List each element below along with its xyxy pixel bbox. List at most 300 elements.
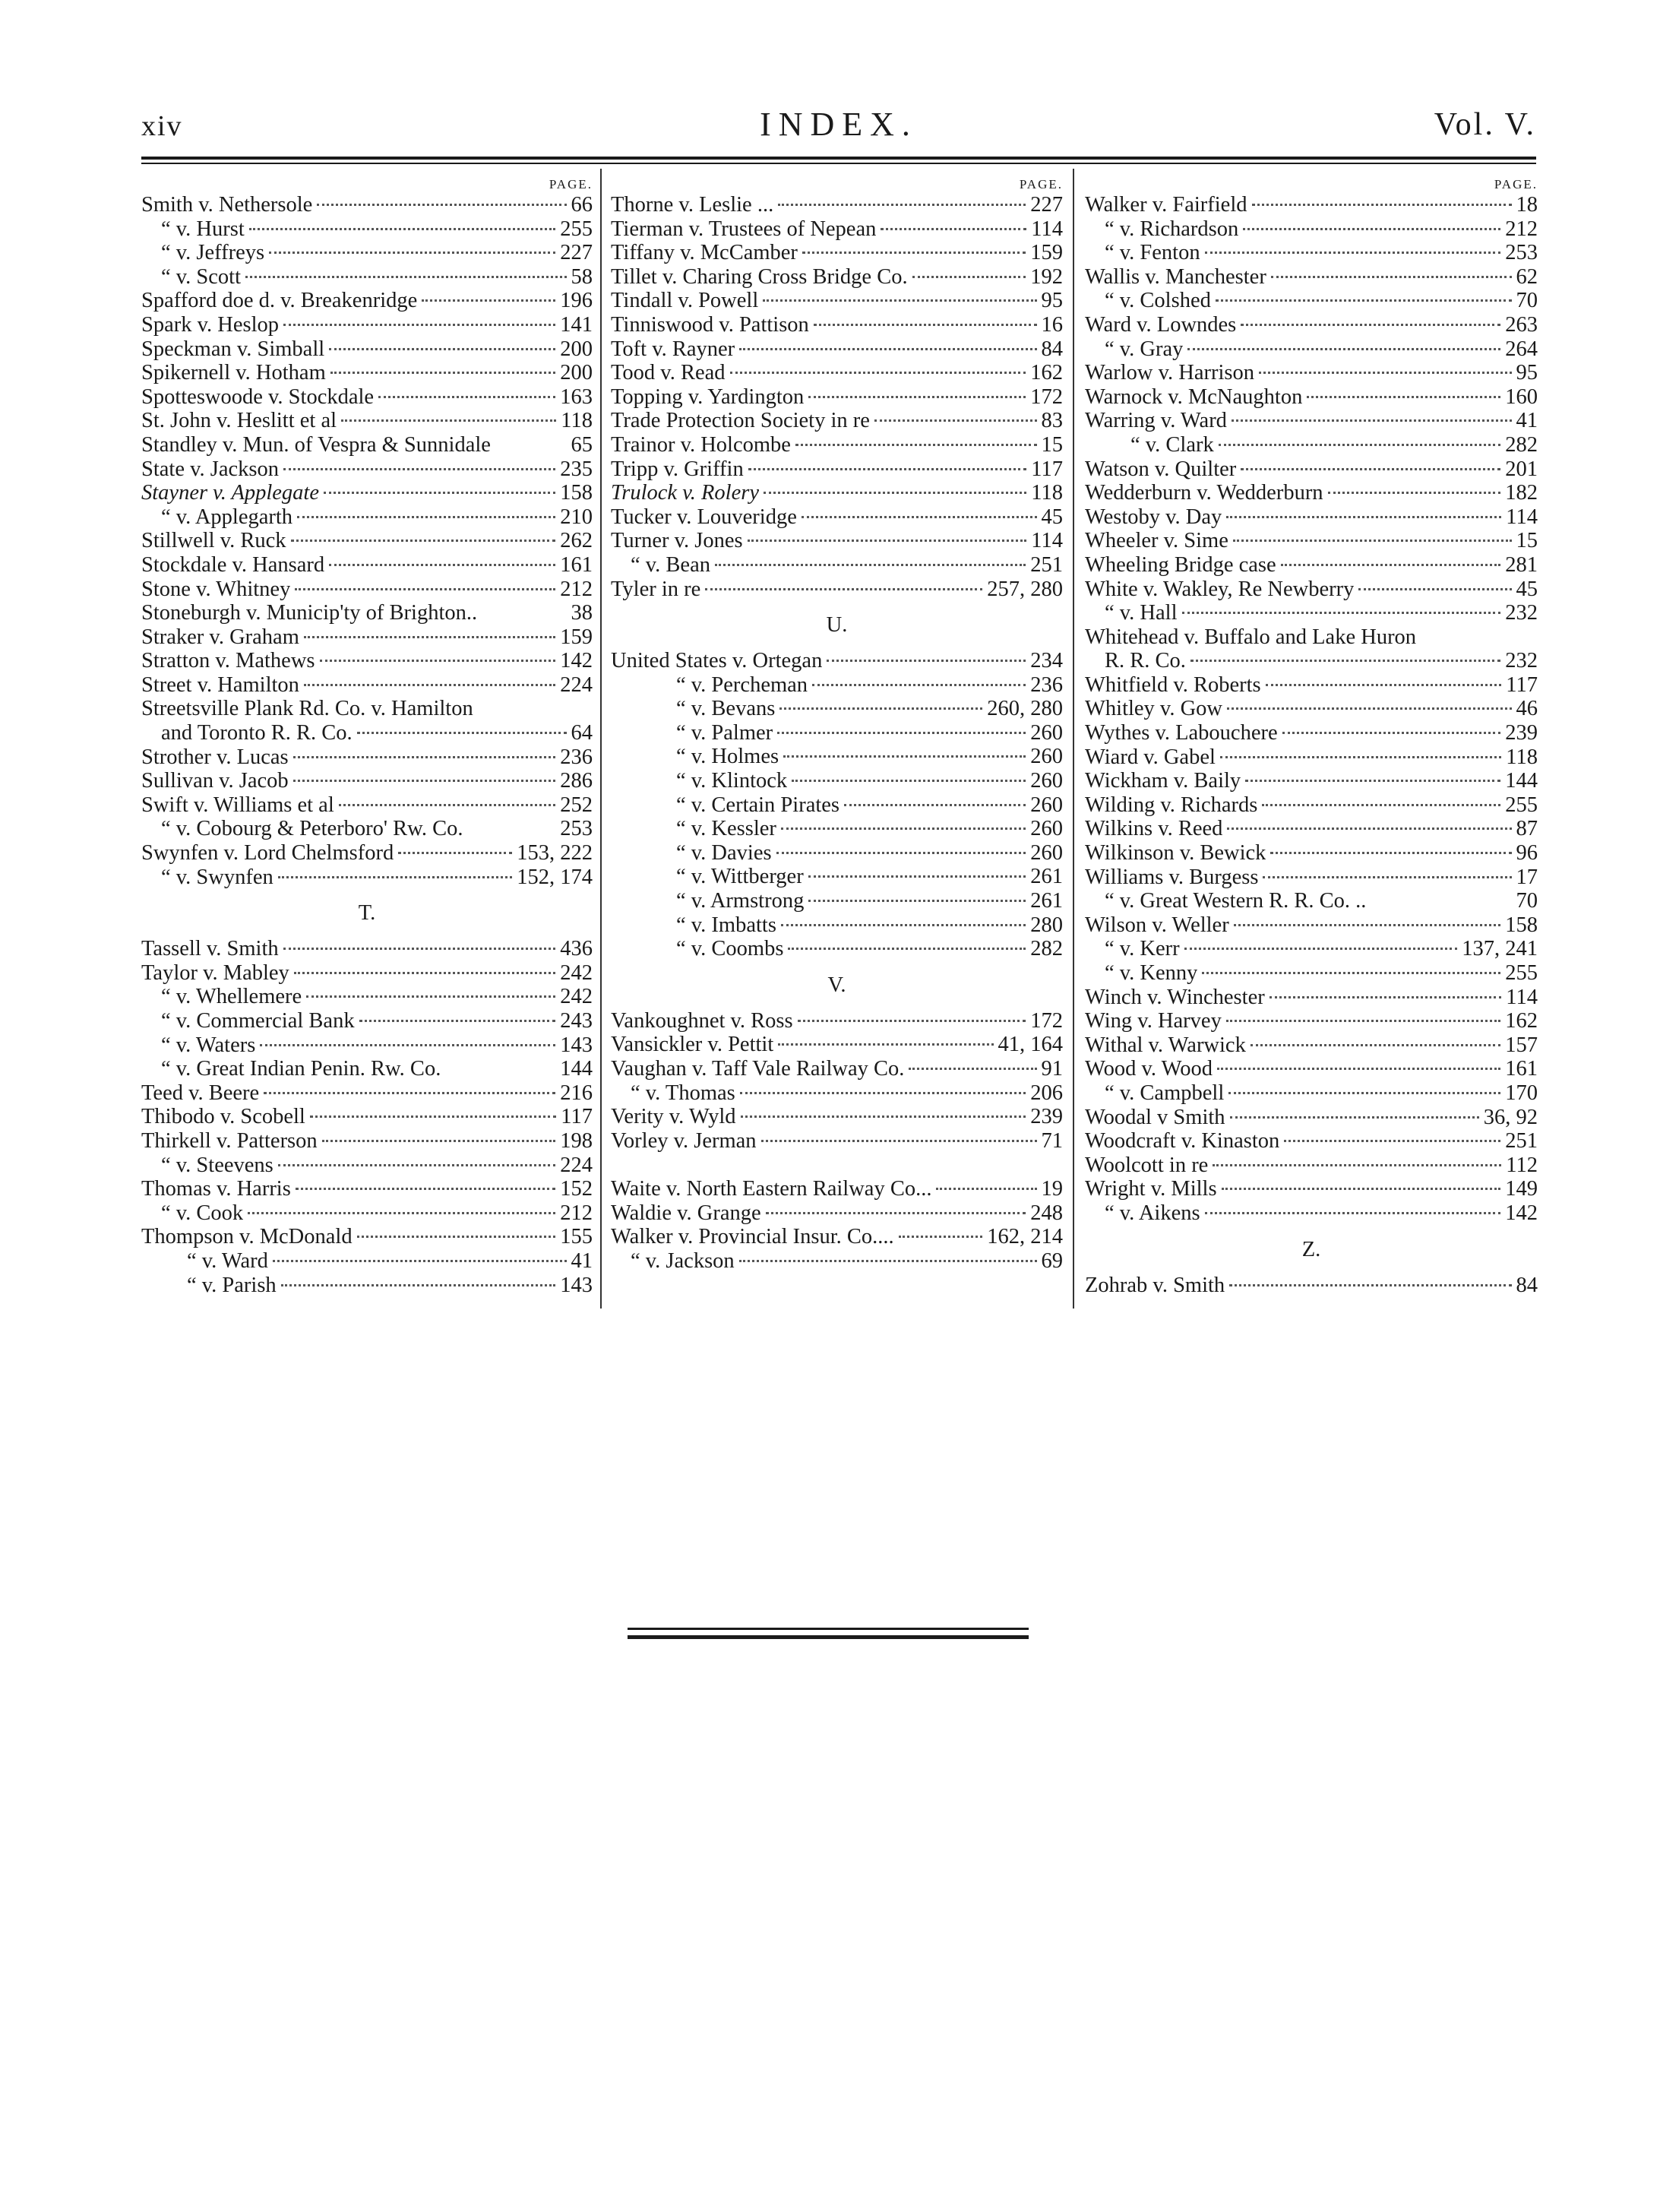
case-name: “ v. Klintock (676, 769, 788, 793)
case-name: “ v. Kenny (1105, 961, 1198, 985)
page-reference: 260 (1030, 793, 1063, 817)
page-reference: 232 (1505, 649, 1538, 673)
dot-leader (1190, 660, 1500, 662)
page-reference: 117 (1031, 457, 1063, 481)
case-name: Teed v. Beere (141, 1081, 260, 1105)
index-entry (141, 793, 593, 818)
case-name: “ v. Coombs (676, 937, 784, 961)
index-entry (611, 1129, 1063, 1153)
page-number: xiv (141, 110, 183, 142)
index-entry (1085, 1129, 1538, 1153)
index-entry (611, 553, 1063, 578)
index-column-3 (1085, 176, 1538, 1297)
case-name: “ v. Commercial Bank (161, 1009, 355, 1033)
case-name: Wilson v. Weller (1085, 913, 1229, 937)
index-entry (141, 361, 593, 385)
dot-leader (1245, 780, 1500, 782)
case-name: Wood v. Wood (1085, 1057, 1213, 1081)
dot-leader (1282, 732, 1501, 734)
dot-leader (1266, 684, 1502, 686)
page-reference: 149 (1505, 1177, 1538, 1201)
page-reference: 280 (1030, 913, 1063, 937)
index-entry (141, 1249, 593, 1274)
dot-leader (741, 1115, 1026, 1118)
index-entry (1085, 241, 1538, 265)
index-entry (611, 745, 1063, 769)
case-name: State v. Jackson (141, 457, 279, 481)
case-name: Spark v. Heslop (141, 312, 280, 337)
index-entry (1085, 649, 1538, 673)
page-reference: 236 (1030, 672, 1063, 697)
page-reference: 45 (1041, 505, 1063, 529)
case-name: “ v. Parish (187, 1273, 277, 1297)
dot-leader (295, 588, 555, 590)
section-letter: Z. (1301, 1237, 1321, 1261)
dot-leader (269, 252, 555, 254)
page-reference: 248 (1030, 1201, 1063, 1225)
index-entry (1085, 265, 1538, 290)
dot-leader (936, 1188, 1036, 1190)
page-reference: 118 (1506, 745, 1538, 769)
page-reference: 201 (1505, 457, 1538, 481)
index-entry (141, 985, 593, 1009)
dot-leader (776, 852, 1026, 854)
index-entry (1085, 289, 1538, 313)
dot-leader (329, 564, 555, 566)
case-name: Walker v. Fairfield (1085, 193, 1247, 217)
dot-leader (1216, 299, 1512, 302)
index-entry (1085, 361, 1538, 385)
page-reference: 87 (1516, 817, 1538, 841)
dot-leader (777, 732, 1026, 734)
index-entry (1085, 1201, 1538, 1226)
dot-leader (422, 299, 555, 302)
page-reference: 281 (1505, 552, 1538, 577)
case-name: Tierman v. Trustees of Nepean (611, 217, 877, 241)
page-column-label: PAGE. (549, 177, 593, 191)
index-entry (611, 409, 1063, 433)
case-name: Whitfield v. Roberts (1085, 672, 1261, 697)
page-reference: 70 (1516, 889, 1538, 913)
index-entry (1085, 961, 1538, 986)
index-entry (611, 265, 1063, 290)
case-name: United States v. Ortegan (611, 649, 823, 673)
page-reference: 182 (1505, 481, 1538, 505)
index-entry (1085, 1033, 1538, 1058)
case-name: Wiard v. Gabel (1085, 745, 1216, 769)
case-name: Wallis v. Manchester (1085, 264, 1266, 289)
index-entry (611, 481, 1063, 505)
index-entry (1085, 721, 1538, 745)
index-entry (611, 289, 1063, 313)
case-name: Tinniswood v. Pattison (611, 312, 809, 337)
dot-leader (1284, 1140, 1500, 1142)
case-name: “ v. Wittberger (676, 865, 804, 889)
dot-leader (1213, 1164, 1501, 1166)
section-letter: T. (358, 901, 376, 926)
index-entry (141, 769, 593, 793)
dot-leader (1270, 852, 1511, 854)
dot-leader (310, 1115, 556, 1118)
page-reference: 157 (1505, 1033, 1538, 1057)
page-reference: 253 (1505, 241, 1538, 265)
index-entry (611, 1201, 1063, 1226)
case-name: “ v. Imbatts (676, 913, 776, 937)
index-entry (1085, 337, 1538, 362)
index-entry (141, 409, 593, 433)
page-reference: 198 (560, 1128, 593, 1153)
case-name: Swift v. Williams et al (141, 793, 334, 817)
index-entry (141, 1177, 593, 1201)
index-entry (611, 1249, 1063, 1274)
page-reference: 16 (1041, 312, 1063, 337)
page-reference: 252 (560, 793, 593, 817)
case-name: Topping v. Yardington (611, 384, 805, 409)
case-name: Stoneburgh v. Municip'ty of Brighton.. (141, 601, 478, 625)
dot-leader (1227, 707, 1512, 710)
index-column-1 (141, 176, 593, 1297)
dot-leader (1226, 516, 1501, 518)
case-name: “ v. Swynfen (161, 865, 274, 889)
case-name: Stone v. Whitney (141, 577, 291, 601)
dot-leader (795, 444, 1037, 446)
page-reference: 160 (1505, 384, 1538, 409)
page-reference: 234 (1030, 649, 1063, 673)
page-reference: 224 (560, 672, 593, 697)
case-name: Thirkell v. Patterson (141, 1128, 318, 1153)
index-entry (611, 1081, 1063, 1106)
index-entry (611, 457, 1063, 482)
case-name: Tucker v. Louveridge (611, 505, 797, 529)
dot-leader (1307, 396, 1500, 398)
dot-leader (329, 348, 555, 350)
case-name: Trainor v. Holcombe (611, 432, 791, 457)
index-entry (141, 937, 593, 961)
dot-leader (1222, 1188, 1501, 1190)
page-reference: 159 (1030, 241, 1063, 265)
dot-leader (278, 1164, 556, 1166)
case-name: Withal v. Warwick (1085, 1033, 1246, 1057)
dot-leader (705, 588, 982, 590)
dot-leader (264, 1092, 555, 1094)
dot-leader (1228, 1092, 1500, 1094)
page-reference: 114 (1031, 529, 1063, 553)
index-entry (141, 505, 593, 530)
index-entry (141, 601, 593, 625)
page-reference: 142 (1505, 1201, 1538, 1225)
index-entry (611, 937, 1063, 961)
index-entry (1085, 937, 1538, 961)
dot-leader (802, 516, 1037, 518)
dot-leader (304, 684, 555, 686)
case-name: “ v. Cook (161, 1201, 244, 1225)
case-name: Streetsville Plank Rd. Co. v. Hamilton (141, 697, 473, 721)
dot-leader (357, 732, 567, 734)
dot-leader (1358, 588, 1511, 590)
case-name: Straker v. Graham (141, 625, 299, 649)
page-reference: 144 (560, 1057, 593, 1081)
page-reference: 216 (560, 1081, 593, 1105)
case-name: Whitley v. Gow (1085, 697, 1222, 721)
index-entry (141, 1129, 593, 1153)
dot-leader (1241, 324, 1500, 326)
case-name: Woodcraft v. Kinaston (1085, 1129, 1280, 1153)
case-name: “ v. Steevens (161, 1153, 274, 1177)
page-reference: 260 (1030, 840, 1063, 865)
case-name: Strother v. Lucas (141, 745, 289, 769)
dot-leader (283, 468, 555, 470)
page-column-label: PAGE. (1019, 177, 1063, 191)
index-entry (611, 1033, 1063, 1057)
page-reference: 263 (1505, 312, 1538, 337)
index-entry (141, 553, 593, 578)
dot-leader (792, 780, 1026, 782)
header-rule-thin (141, 163, 1536, 164)
page-reference: 41 (571, 1248, 593, 1273)
case-name: “ v. Colshed (1105, 289, 1211, 313)
index-entry (141, 385, 593, 410)
index-entry (141, 1153, 593, 1178)
case-name: Spafford doe d. v. Breakenridge (141, 289, 418, 313)
dot-leader (899, 1236, 983, 1238)
page-reference: 227 (560, 241, 593, 265)
dot-leader (245, 276, 566, 278)
case-name: “ v. Kerr (1105, 937, 1180, 961)
case-name: “ v. Davies (676, 840, 772, 865)
case-name: Speckman v. Simball (141, 337, 325, 361)
index-entry (611, 1009, 1063, 1033)
page-reference: 36, 92 (1483, 1105, 1538, 1129)
index-entry (611, 889, 1063, 913)
page-reference: 236 (560, 745, 593, 769)
case-name: “ v. Jackson (631, 1248, 735, 1273)
dot-leader (317, 204, 566, 206)
case-name: Thorne v. Leslie ... (611, 193, 774, 217)
dot-leader (808, 396, 1026, 398)
case-name: St. John v. Heslitt et al (141, 409, 337, 433)
index-entry (1085, 601, 1538, 625)
case-name: Warlow v. Harrison (1085, 361, 1255, 385)
case-name: Tyler in re (611, 577, 701, 601)
dot-leader (1263, 876, 1511, 878)
case-name: “ v. Hurst (161, 217, 245, 241)
index-entry (611, 817, 1063, 841)
page-reference: 162, 214 (987, 1225, 1063, 1249)
index-entry (141, 578, 593, 602)
index-entry (141, 457, 593, 482)
case-name: Waldie v. Grange (611, 1201, 761, 1225)
page-reference: 66 (571, 193, 593, 217)
case-name: “ v. Palmer (676, 720, 773, 745)
page-reference: 84 (1516, 1273, 1538, 1297)
dot-leader (378, 396, 555, 398)
case-name: Toft v. Rayner (611, 337, 735, 361)
page-reference: 15 (1041, 432, 1063, 457)
page-reference: 261 (1030, 889, 1063, 913)
dot-leader (398, 852, 512, 854)
page-reference: 118 (561, 409, 593, 433)
index-entry (1085, 385, 1538, 410)
case-name: Winch v. Winchester (1085, 985, 1265, 1009)
page-reference: 163 (560, 384, 593, 409)
page-reference: 162 (1505, 1009, 1538, 1033)
dot-leader (1262, 804, 1500, 806)
index-entry (1085, 1106, 1538, 1130)
dot-leader (322, 1140, 556, 1142)
page-reference: 19 (1041, 1176, 1063, 1201)
case-name: “ v. Thomas (631, 1081, 735, 1105)
index-entry (611, 793, 1063, 818)
index-entry (611, 1057, 1063, 1081)
dot-leader (260, 1044, 555, 1046)
dot-leader (739, 348, 1036, 350)
index-entry (611, 505, 1063, 530)
page-reference: 38 (571, 601, 593, 625)
dot-leader (249, 228, 555, 230)
case-name: “ v. Armstrong (676, 889, 805, 913)
case-name: Smith v. Nethersole (141, 193, 313, 217)
dot-leader (1271, 276, 1512, 278)
index-entry (141, 1033, 593, 1058)
case-name: “ v. Richardson (1105, 217, 1239, 241)
dot-leader (748, 540, 1027, 542)
page-reference: 286 (560, 769, 593, 793)
case-name: Street v. Hamilton (141, 672, 299, 697)
index-entry (611, 673, 1063, 698)
dot-leader (273, 1260, 567, 1262)
page-title: INDEX. (760, 106, 918, 143)
case-name: “ v. Holmes (676, 745, 779, 769)
page-reference: 200 (560, 337, 593, 361)
dot-leader (1182, 612, 1501, 614)
case-name: Turner v. Jones (611, 529, 743, 553)
dot-leader (781, 828, 1026, 830)
page-reference: 114 (1506, 505, 1538, 529)
dot-leader (1219, 444, 1501, 446)
index-entry (611, 1177, 1063, 1201)
index-entry (141, 673, 593, 698)
dot-leader (1241, 468, 1500, 470)
page-reference: 46 (1516, 697, 1538, 721)
case-name: “ v. Cobourg & Peterboro' Rw. Co. (161, 817, 463, 841)
index-entry (141, 697, 593, 721)
dot-leader (1187, 348, 1500, 350)
dot-leader (248, 1212, 555, 1214)
index-entry (141, 1274, 593, 1298)
dot-leader (339, 804, 556, 806)
index-entry (1085, 769, 1538, 793)
index-entry (1085, 578, 1538, 602)
case-name: Williams v. Burgess (1085, 865, 1259, 889)
index-entry (611, 385, 1063, 410)
page-reference: 114 (1031, 217, 1063, 241)
dot-leader (1243, 228, 1500, 230)
index-entry (611, 1105, 1063, 1129)
dot-leader (802, 252, 1026, 254)
case-name: “ v. Bean (631, 552, 710, 577)
case-name: Wilding v. Richards (1085, 793, 1258, 817)
page-reference: 260 (1030, 745, 1063, 769)
page-reference: 235 (560, 457, 593, 481)
index-entry (141, 1105, 593, 1129)
case-name: Woolcott in re (1085, 1153, 1209, 1177)
dot-leader (306, 995, 555, 998)
dot-leader (909, 1068, 1036, 1070)
case-name: Swynfen v. Lord Chelmsford (141, 841, 394, 865)
index-entry (141, 1009, 593, 1033)
case-name: “ v. Scott (161, 264, 242, 289)
index-entry (141, 865, 593, 890)
index-entry (1085, 529, 1538, 553)
index-entry (141, 337, 593, 362)
index-entry (611, 337, 1063, 362)
dot-leader (812, 684, 1026, 686)
index-entry (1085, 409, 1538, 433)
column-divider (1073, 169, 1074, 1309)
case-name: “ v. Hall (1105, 601, 1178, 625)
index-entry (1085, 986, 1538, 1010)
page-reference: 251 (1505, 1129, 1538, 1153)
page-reference: 117 (1506, 672, 1538, 697)
case-name: White v. Wakley, Re Newberry (1085, 577, 1355, 601)
page-reference: 117 (561, 1105, 593, 1129)
page-reference: 91 (1041, 1057, 1063, 1081)
dot-leader (1220, 756, 1501, 758)
case-name: “ v. Certain Pirates (676, 793, 840, 817)
dot-leader (881, 228, 1026, 230)
page-reference: 192 (1030, 264, 1063, 289)
case-name: “ v. Great Indian Penin. Rw. Co. (161, 1057, 441, 1081)
index-entry (611, 1225, 1063, 1249)
dot-leader (764, 492, 1026, 494)
case-name: “ v. Great Western R. R. Co. .. (1105, 889, 1367, 913)
footer-rule-thick (628, 1635, 1029, 1639)
case-name: Verity v. Wyld (611, 1105, 736, 1129)
dot-leader (304, 636, 555, 638)
section-letter: V. (827, 973, 846, 997)
page-reference: 65 (571, 432, 593, 457)
case-name: Tripp v. Griffin (611, 457, 744, 481)
index-entry (1085, 697, 1538, 721)
page-reference: 212 (560, 1201, 593, 1225)
index-entry (611, 193, 1063, 217)
case-name: “ v. Applegarth (161, 505, 293, 529)
index-entry (611, 769, 1063, 793)
index-entry (141, 625, 593, 650)
case-name: Woodal v Smith (1085, 1105, 1225, 1129)
dot-leader (296, 1188, 555, 1190)
dot-leader (874, 419, 1037, 422)
index-entry (141, 1201, 593, 1226)
index-entry (141, 817, 593, 841)
dot-leader (1270, 996, 1502, 998)
case-name: Stillwell v. Ruck (141, 529, 286, 553)
case-name: Sullivan v. Jacob (141, 769, 289, 793)
index-entry (1085, 433, 1538, 457)
case-name: Walker v. Provincial Insur. Co.... (611, 1225, 894, 1249)
index-entry (141, 193, 593, 217)
page-reference: 142 (560, 649, 593, 673)
index-entry (1085, 625, 1538, 650)
page-reference: 282 (1030, 937, 1063, 961)
index-entry (1085, 457, 1538, 482)
index-entry (1085, 745, 1538, 770)
page-reference: 64 (571, 721, 593, 745)
page-reference: 95 (1041, 289, 1063, 313)
index-entry (611, 721, 1063, 745)
index-entry (141, 529, 593, 553)
header-rule-thick (141, 157, 1536, 160)
